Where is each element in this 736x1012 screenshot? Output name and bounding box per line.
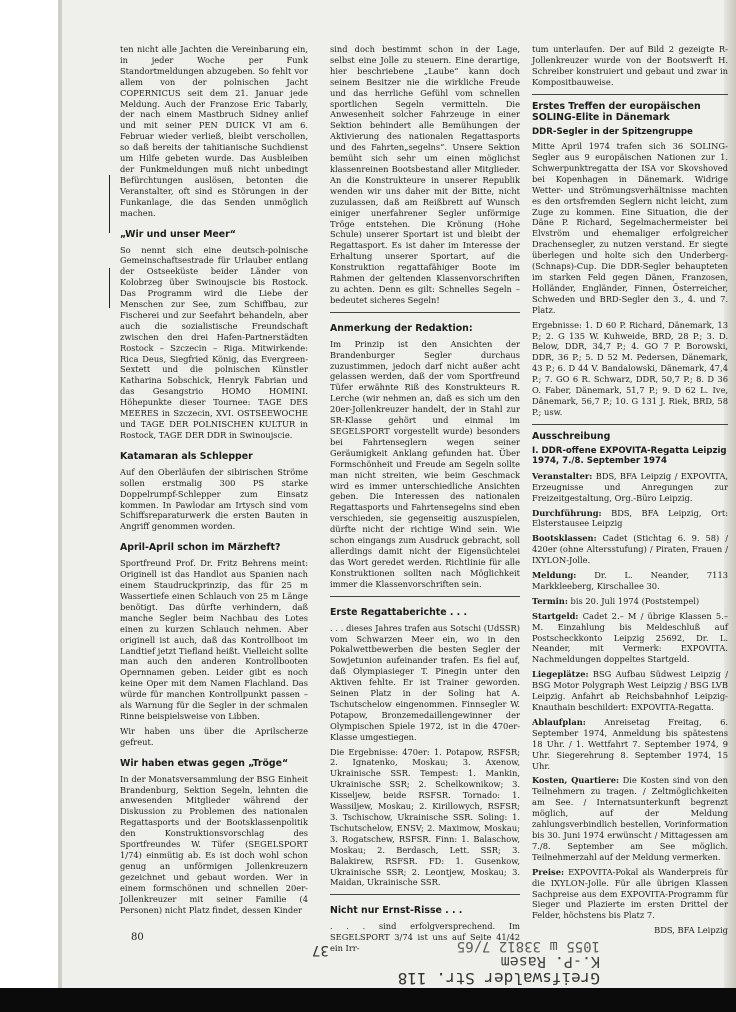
paragraph: Im Prinzip ist den Ansichten der Brandenburger Segler durchaus zuzustimmen, jedoch darf nicht außer acht gelassen werden, daß der vom Sportfreund Tüfer erwähnte Riß des Konstrukteurs R. Lerche (wir nehmen an, daß es sich um den 20er-Jollenkreuzer handelt, der in Stahl zur SR-Klasse gehört und einmal im SEGELSPORT vorgestellt wurde) besonders bei Fahrtenseglern wegen seiner Geräumigkeit Anklang gefunden hat. Über Formschönheit und Freude am Segeln sollte man nicht streiten, wie beim Geschmack wird es immer unterschiedliche Ansichten geben. Die Interessen des nationalen Regattasports und Fahrtensegelns sind eben verschieden, sie gegenseitig auszuspielen, dürfte nicht der richtige Wind sein. Wie schon eingangs zum Ausdruck gebracht, soll allerdings damit nicht der Eigensüchtelei das Wort geredet werden. Richtlinie für alle Konstruktionen sollten nach Möglichkeit immer die Klassenvorschriften sein. [330,338,520,589]
announcement-item [532,570,728,592]
column-middle [330,44,520,958]
stamp-line: Greifswalder Str. 118 [397,969,600,988]
divider [330,312,520,313]
stamp-line: K.-P. Rasem [500,953,600,971]
item-text: Cadet 2.– M / übrige Klassen 5.– M. Einzahlung bis Meldeschluß auf Postscheckkonto Leipzig 25692, Dr. L. Neander, mit Vermerk: EXPOVITA. Nachmeldungen doppeltes Startgeld. [532,610,728,665]
announcement-item [532,669,728,713]
announcement-item [532,533,728,566]
stamp-line: 1055 ш 33812 7/65 [456,938,600,954]
paragraph: . . . sind erfolgversprechend. Im SEGELSPORT 3/74 ist uns auf Seite 41/42 ein Irr- [330,921,520,954]
margin-mark [109,268,110,308]
item-label: Bootsklassen: [532,533,597,544]
section-heading: Katamaran als Schlepper [120,450,253,462]
paragraph: ten nicht alle Jachten die Vereinbarung ein, in jeder Woche per Funk Standortmeldungen abzugeben. So fehlt vor allem von der polnischen Jacht COPERNICUS seit dem 21. Januar jede Meldung. Auch der Franzose Eric Tabarly, der nach einem Mastbruch Sidney anlief und mit seiner PEN DUICK VI am 6. Februar wieder verließ, bleibt verschollen, so daß bereits der tahitianische Suchdienst um Hilfe gebeten wurde. Das Ausbleiben der Funkmeldungen muß nicht unbedingt Befürchtungen auslösen, betonten die Veranstalter, oft sind es Störungen in der Funkanlage, die das Senden unmöglich machen. [120,44,308,218]
section-heading: Nicht nur Ernst-Risse . . . [330,905,463,917]
section-heading: Anmerkung der Redaktion: [330,322,473,334]
paragraph: . . . dieses Jahres trafen aus Sotschi (UdSSR) vom Schwarzen Meer ein, wo in den Pokalwettbewerben die besten Segler der Sowjetunion aufeinander trafen. Es fiel auf, daß Olympiasieger T. Pinegin unter den Aktiven fehlte. Er ist Trainer geworden. Seinen Platz in der Soling hat A. Tschutschelow eingenommen. Finnsegler W. Potapow, Bronzemedaillengewinner der Olympischen Spiele 1972, ist in die 470er-Klasse umgestiegen. [330,622,520,742]
section-heading: Erste Regattaberichte . . . [330,606,468,618]
announcement-item [532,596,728,607]
section-heading: Ausschreibung [532,430,611,442]
paragraph: Sportfreund Prof. Dr. Fritz Behrens meint: Originell ist das Handlot aus Spanien nach einem Staudruckprinzip, das für 25 m Wassertiefe einen Schlauch von 25 m Länge benötigt. Das dürfte verhindern, daß manche Segler beim Nachbau des Lotes einen zu kurzen Schlauch nehmen. Aber originell ist auch, daß das Kontrollboot im Landtief jetzt Tiefland heißt. Vielleicht sollte man auch den anderen Kontrollbooten Opernnamen geben. Leider gibt es noch keine Oper mit dem Namen Flachland. Das würde für manchen Kontrollpunkt passen – als Warnung für die Segler in der schmalen Rinne beispielsweise von Libben. [120,558,308,721]
paragraph: Wir haben uns über die Aprilscherze gefreut. [120,725,308,747]
announcement-item [532,611,728,666]
item-label: Meldung: [532,570,577,581]
paragraph: So nennt sich eine deutsch-polnische Gemeinschaftsestrade für Urlauber entlang der Ostseeküste beider Länder von Kolobrzeg über Swinoujscie bis Rostock. Das Programm wird die Liebe der Menschen zur See, zum Schiffbau, zur Fischerei und zur Seefahrt behandeln, aber auch die sozialistische Freundschaft zwischen den drei Hafen-Partnerstädten Rostock – Szczecin – Riga. Mitwirkende: Rica Deus, Siegfried König, das Evergreen-Sextett und die polnischen Künstler Katharina Sobschick, Henryk Fabrian und das Gesangstrio HOMO HOMINI. Höhepunkte dieser Tournee: TAGE DES MEERES in Szczecin, XVI. OSTSEEWOCHE und TAGE DER POLNISCHEN KULTUR in Rostock, TAGE DER DDR in Swinoujscie. [120,244,308,440]
paragraph: In der Monatsversammlung der BSG Einheit Brandenburg, Sektion Segeln, lehnten die anwesenden Mitglieder während der Diskussion zu Problemen des nationalen Regattasports und der Bootsklassenpolitik den Konstruktionsvorschlag des Sportfreundes W. Tüfer (SEGELSPORT 1/74) einmütig ab. Es ist doch wohl schon genug an unförmigen Jollenkreuzern gezeichnet und gebaut worden. Wer in einem formschönen und schnellen 20er-Jollenkreuzer mit seiner Familie (4 Personen) nicht Platz findet, dessen Kinder [120,773,308,915]
announcement-item [532,867,728,922]
section-heading: Wir haben etwas gegen „Tröge“ [120,757,289,769]
item-text: Dr. L. Neander, 7113 Markkleeberg, Kirschallee 30. [532,570,728,591]
announcement-item [532,717,728,772]
divider [330,596,520,597]
ownership-stamp [300,924,600,986]
item-label: Termin: [532,595,568,606]
section-subheading: I. DDR-offene EXPOVITA-Regatta Leipzig 1974, 7./8. September 1974 [532,445,727,467]
divider [532,94,728,95]
stamp-number: 37 [312,942,329,958]
item-text: Anreisetag Freitag, 6. September 1974, Anmeldung bis spätestens 18 Uhr. / 1. Wettfahrt 7. September 1974, 9 Uhr. Siegerehrung 8. September 1974, 15 Uhr. [532,716,728,771]
section-heading: Erstes Treffen der europäischen SOLING-Elite in Dänemark [532,100,701,123]
item-text: BDS, BFA Leipzig, Ort: Elsterstausee Leipzig [532,507,728,529]
scan-border [0,988,736,1012]
item-text: BDS, BFA Leipzig / EXPOVITA, Erzeugnisse und Anregungen zur Freizeitgestaltung, Org.-Büro Leipzig. [532,470,728,503]
item-label: Veranstalter: [532,470,593,481]
section-heading: „Wir und unser Meer“ [120,228,236,240]
item-label: Preise: [532,866,565,877]
announcement-item [532,508,728,530]
item-text: EXPOVITA-Pokal als Wanderpreis für die IXYLON-Jolle. Für alle übrigen Klassen Sachpreise aus dem EXPOVITA-Programm für Sieger und Plazierte im ersten Drittel der Felder, höchstens bis Platz 7. [532,866,728,921]
divider [532,424,728,425]
item-text: bis 20. Juli 1974 (Poststempel) [567,595,700,606]
margin-mark [109,175,110,233]
section-subheading: DDR-Segler in der Spitzengruppe [532,126,693,137]
section-heading: April-April schon im Märzheft? [120,542,281,554]
item-text: Cadet (Stichtag 6. 9. 58) / 420er (ohne Altersstufung) / Piraten, Frauen / IXYLON-Jolle. [532,533,728,566]
item-text: BSG Aufbau Südwest Leipzig / BSG Motor Polygraph West Leipzig / BSG LVB Leipzig. Anfahrt ab Reichsbahnhof Leipzig-Knauthain beschildert: EXPOVITA-Regatta. [532,669,728,712]
paragraph: Auf den Oberläufen der sibirischen Ströme sollen erstmalig 300 PS starke Doppelrumpf-Schlepper zum Einsatz kommen. In Pawlodar am Irtysch sind vom Schiffsreparaturwerk die ersten Bauten in Angriff genommen worden. [120,466,308,532]
item-label: Ablaufplan: [532,716,586,727]
page-number: 80 [131,932,144,943]
divider [330,894,520,895]
announcement-item [532,775,728,862]
item-label: Startgeld: [532,610,579,621]
item-label: Durchführung: [532,507,602,518]
item-label: Kosten, Quartiere: [532,775,620,786]
announcement-item [532,471,728,504]
page-binding-edge [58,0,62,988]
column-left [120,44,308,919]
results-paragraph: Ergebnisse: 1. D 60 P. Richard, Dänemark, 13 P.; 2. G 135 W. Kuhweide, BRD, 28 P.; 3. D. Below, DDR, 34,7 P.; 4. GO 7 P. Borowski, DDR, 36 P.; 5. D 52 M. Pedersen, Dänemark, 43 P.; 6. D 44 V. Bandalowski, Dänemark, 47,4 P.; 7. GO 6 R. Schwarz, DDR, 50,7 P.; 8. D 36 O. Faber, Dänemark, 51,7 P.; 9. D 62 L. Ive, Dänemark, 56,7 P.; 10. G 131 J. Riek, BRD, 58 P.; usw. [532,319,728,417]
signature: BDS, BFA Leipzig [654,925,728,936]
paragraph: sind doch bestimmt schon in der Lage, selbst eine Jolle zu steuern. Eine derartige, hier beschriebene „Laube“ kann doch seinem Besitzer nie die wirkliche Freude und das herrliche Gefühl vom schnellen sportlichen Segeln vermitteln. Die Anwesenheit solcher Fahrzeuge in einer Sektion behindert alle Bemühungen der Aktivierung des nationalen Regattasports und des Fahrten„segelns“. Unsere Sektion bemüht sich sehr um einen möglichst klassenreinen Bootsbestand aller Mitglieder. An die Konstrukteure in unserer Republik wenden wir uns daher mit der Bitte, nicht zuzulassen, daß am Reißbrett auf Wunsch einiger unerfahrener Segler unförmige Tröge entstehen. Die Krönung (Hohe Schule) unserer Sportart ist und bleibt der Regattasport. Es ist daher im Interesse der Erhaltung unserer Sportart, auf die Konstruktion regattafähiger Boote im Rahmen der geltenden Klassenvorschriften zu achten. Denn es gilt: Schnelles Segeln – bedeutet sicheres Segeln! [330,44,520,305]
results-paragraph: Die Ergebnisse: 470er: 1. Potapow, RSFSR; 2. Ignatenko, Moskau; 3. Axenow, Ukrainische SSR. Tempest: 1. Mankin, Ukrainische SSR; 2. Schelkownikow; 3. Kisseljew, beide RSFSR. Tornado: 1. Wassiljew, Moskau; 2. Kirillowych, RSFSR; 3. Tschischow, Ukrainische SSR. Soling: 1. Tschutschelow, ENSV; 2. Maximow, Moskau; 3. Rogatschew, RSFSR. Finn: 1. Balaschow, Moskau; 2. Berdasch, Lett. SSR; 3. Balakirew, RSFSR. FD: 1. Gusenkow, Ukrainische SSR; 2. Leontjew, Moskau; 3. Maidan, Ukrainische SSR. [330,746,520,888]
item-text: Die Kosten sind von den Teilnehmern zu tragen. / Zeltmöglichkeiten am See. / Internatsunterkunft begrenzt möglich, auf der Meldung zahlungsverbindlich bestellen, Vorinformation bis 30. Juni 1974 erwünscht / Mittagessen am 7./8. September am See möglich. Teilnehmerzahl auf der Meldung vermerken. [532,775,728,862]
paragraph: Mitte April 1974 trafen sich 36 SOLING-Segler aus 9 europäischen Nationen zur 1. Schwerpunktregatta der ISA vor Skovshoved bei Kopenhagen in Dänemark. Widrige Wetter- und Strömungsverhältnisse machten es den ortsfremden Seglern nicht leicht, zum Zuge zu kommen. Eine Situation, die der Däne P. Richard, Segelmachermeister bei Elvström und ehemaliger erfolgreicher Drachensegler, zu nutzen verstand. Er siegte überlegen und holte sich den Underberg-(Schnaps)-Cup. Die DDR-Segler behaupteten im starken Feld gegen Dänen, Franzosen, Holländer, Engländer, Finnen, Österreicher, Schweden und BRD-Segler den 3., 4. und 7. Platz. [532,141,728,315]
column-right [532,44,728,940]
paragraph: tum unterlaufen. Der auf Bild 2 gezeigte R-Jollenkreuzer wurde von der Bootswerft H. Schreiber konstruiert und gebaut und zwar in Kompositbauweise. [532,44,728,87]
item-label: Liegeplätze: [532,669,589,680]
